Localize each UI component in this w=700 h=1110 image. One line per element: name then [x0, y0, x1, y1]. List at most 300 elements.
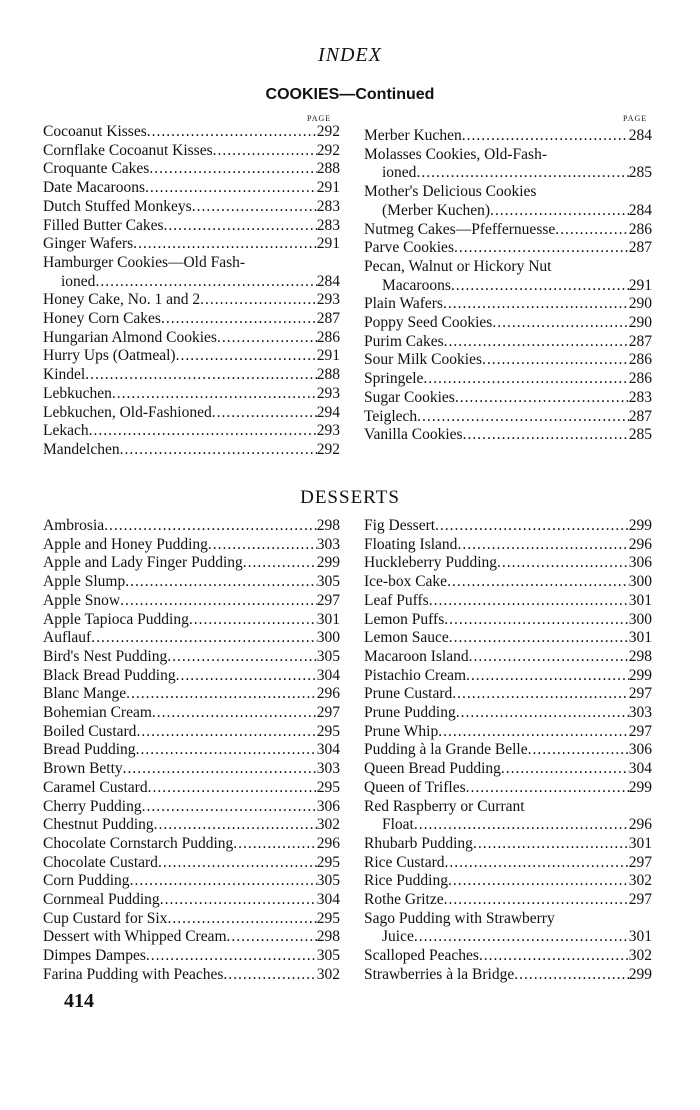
- index-entry: [43, 741, 340, 760]
- entry-title: Lebkuchen: [43, 384, 112, 402]
- entry-page-number: 288: [316, 160, 340, 178]
- dot-leader: [208, 536, 317, 555]
- entry-page-number: 299: [628, 778, 652, 796]
- entry-page-number: 295: [316, 722, 340, 740]
- index-entry: [364, 164, 652, 183]
- desserts-left-column: [43, 517, 340, 985]
- entry-title: Lekach: [43, 422, 89, 440]
- dot-leader: [145, 179, 317, 198]
- dot-leader: [457, 536, 628, 555]
- entry-title: Cornflake Cocoanut Kisses: [43, 141, 213, 159]
- entry-title: Mother's Delicious Cookies: [364, 183, 537, 201]
- index-entry: [364, 760, 652, 779]
- entry-page-number: 301: [628, 834, 652, 852]
- dot-leader: [429, 592, 629, 611]
- entry-title: Dessert with Whipped Cream: [43, 928, 227, 946]
- index-entry: [364, 947, 652, 966]
- entry-page-number: 297: [316, 704, 340, 722]
- entry-title: Prune Whip: [364, 722, 439, 740]
- entry-page-number: 300: [628, 573, 652, 591]
- dot-leader: [200, 291, 317, 310]
- entry-page-number: 286: [628, 370, 652, 388]
- index-title: INDEX: [318, 44, 382, 66]
- index-entry: [43, 329, 340, 348]
- dot-leader: [243, 554, 317, 573]
- entry-page-number: 286: [628, 351, 652, 369]
- entry-page-number: 293: [316, 384, 340, 402]
- entry-title: Lemon Sauce: [364, 629, 449, 647]
- dot-leader: [455, 389, 629, 408]
- dot-leader: [443, 295, 629, 314]
- index-entry: [43, 517, 340, 536]
- index-entry: [43, 592, 340, 611]
- entry-title: Rice Pudding: [364, 872, 448, 890]
- dot-leader: [120, 441, 317, 460]
- index-entry: [364, 389, 652, 408]
- index-entry: [364, 723, 652, 742]
- entry-page-number: 292: [316, 141, 340, 159]
- index-entry: [364, 314, 652, 333]
- entry-page-number: 291: [316, 235, 340, 253]
- entry-title: Vanilla Cookies: [364, 426, 463, 444]
- dot-leader: [444, 333, 629, 352]
- dot-leader: [123, 760, 317, 779]
- entry-title: Hamburger Cookies—Old Fash-: [43, 253, 246, 271]
- dot-leader: [104, 517, 317, 536]
- entry-title: Boiled Custard: [43, 722, 137, 740]
- entry-page-number: 294: [316, 403, 340, 421]
- entry-page-number: 295: [316, 853, 340, 871]
- entry-title: Huckleberry Pudding: [364, 554, 498, 572]
- dot-leader: [497, 554, 629, 573]
- entry-page-number: 283: [628, 388, 652, 406]
- dot-leader: [164, 217, 317, 236]
- index-entry: [43, 404, 340, 423]
- entry-page-number: 295: [316, 909, 340, 927]
- index-entry: [43, 648, 340, 667]
- page-column-header-left: PAGE: [307, 114, 332, 123]
- dot-leader: [149, 160, 316, 179]
- index-entry: [43, 779, 340, 798]
- index-entry: [43, 723, 340, 742]
- entry-title: Juice: [382, 928, 414, 946]
- index-entry: [43, 198, 340, 217]
- dot-leader: [148, 779, 317, 798]
- entry-title: Lebkuchen, Old-Fashioned: [43, 403, 212, 421]
- index-entry: [43, 347, 340, 366]
- dot-leader: [463, 426, 629, 445]
- entry-title: ioned: [382, 164, 417, 182]
- index-entry: [43, 854, 340, 873]
- entry-title: Ambrosia: [43, 517, 105, 534]
- dot-leader: [125, 573, 317, 592]
- dot-leader: [217, 329, 317, 348]
- entry-title: Prune Pudding: [364, 704, 456, 722]
- entry-page-number: 306: [316, 797, 340, 815]
- entry-page-number: 295: [316, 778, 340, 796]
- entry-page-number: 297: [628, 722, 652, 740]
- dot-leader: [213, 142, 317, 161]
- dot-leader: [154, 816, 317, 835]
- cookies-section-title: COOKIES—Continued: [265, 86, 435, 103]
- index-entry: [364, 202, 652, 221]
- index-entry: [43, 966, 340, 985]
- dot-leader: [514, 966, 629, 985]
- entry-page-number: 303: [316, 535, 340, 553]
- entry-title: Poppy Seed Cookies: [364, 314, 493, 332]
- entry-title: Fig Dessert: [364, 517, 436, 534]
- dot-leader: [176, 667, 317, 686]
- index-entry: [43, 123, 340, 142]
- entry-title: Sour Milk Cookies: [364, 351, 482, 369]
- index-entry: [364, 891, 652, 910]
- entry-page-number: 285: [628, 164, 652, 182]
- index-entry: [43, 422, 340, 441]
- entry-page-number: 305: [316, 647, 340, 665]
- index-entry: [43, 667, 340, 686]
- index-entry: [43, 160, 340, 179]
- index-entry: [43, 254, 340, 273]
- entry-page-number: 304: [316, 741, 340, 759]
- entry-page-number: 284: [316, 272, 340, 290]
- index-entry: [364, 333, 652, 352]
- dot-leader: [152, 704, 317, 723]
- entry-title: Ginger Wafers: [43, 235, 134, 253]
- dot-leader: [146, 947, 317, 966]
- dot-leader: [147, 123, 317, 142]
- entry-title: Cherry Pudding: [43, 797, 142, 815]
- entry-page-number: 301: [628, 629, 652, 647]
- dot-leader: [85, 366, 317, 385]
- entry-title: Croquante Cakes: [43, 160, 150, 178]
- entry-page-number: 296: [316, 685, 340, 703]
- dot-leader: [423, 370, 628, 389]
- entry-title: Apple Tapioca Pudding: [43, 610, 189, 628]
- index-entry: [43, 273, 340, 292]
- index-entry: [364, 295, 652, 314]
- entry-title: Scalloped Peaches: [364, 947, 479, 965]
- entry-page-number: 297: [316, 591, 340, 609]
- entry-page-number: 291: [316, 179, 340, 197]
- entry-title: Red Raspberry or Currant: [364, 797, 525, 815]
- entry-page-number: 291: [316, 347, 340, 365]
- entry-title: Lemon Puffs: [364, 610, 445, 628]
- entry-title: Rhubarb Pudding: [364, 834, 473, 852]
- dot-leader: [417, 408, 629, 427]
- dot-leader: [416, 164, 628, 183]
- index-entry: [43, 611, 340, 630]
- entry-page-number: 302: [628, 872, 652, 890]
- dot-leader: [444, 611, 629, 630]
- index-entry: [43, 573, 340, 592]
- entry-title: Nutmeg Cakes—Pfeffernuesse: [364, 220, 556, 238]
- index-entry: [364, 816, 652, 835]
- index-entry: [43, 217, 340, 236]
- entry-title: Sugar Cookies: [364, 388, 455, 406]
- index-entry: [364, 258, 652, 277]
- index-entry: [364, 741, 652, 760]
- entry-title: Bohemian Cream: [43, 704, 152, 722]
- dot-leader: [414, 816, 629, 835]
- dot-leader: [528, 741, 629, 760]
- dot-leader: [438, 723, 629, 742]
- entry-title: Brown Betty: [43, 760, 123, 778]
- dot-leader: [492, 314, 628, 333]
- entry-title: Molasses Cookies, Old-Fash-: [364, 145, 547, 163]
- entry-title: Teiglech: [364, 407, 418, 425]
- dot-leader: [158, 854, 317, 873]
- entry-page-number: 298: [316, 517, 340, 534]
- dot-leader: [120, 592, 317, 611]
- dot-leader: [192, 198, 317, 217]
- dot-leader: [482, 351, 629, 370]
- entry-title: Plain Wafers: [364, 295, 443, 313]
- dot-leader: [466, 667, 629, 686]
- entry-title: Float: [382, 816, 414, 834]
- dot-leader: [233, 835, 316, 854]
- entry-title: Chocolate Custard: [43, 853, 158, 871]
- dot-leader: [452, 685, 628, 704]
- entry-title: Filled Butter Cakes: [43, 216, 164, 234]
- entry-page-number: 287: [628, 407, 652, 425]
- entry-page-number: 304: [628, 760, 652, 778]
- dot-leader: [89, 422, 317, 441]
- entry-page-number: 286: [316, 328, 340, 346]
- entry-page-number: 300: [316, 629, 340, 647]
- entry-page-number: 287: [628, 239, 652, 257]
- entry-title: Queen Bread Pudding: [364, 760, 501, 778]
- dot-leader: [435, 517, 629, 536]
- index-entry: [43, 928, 340, 947]
- dot-leader: [136, 741, 317, 760]
- entry-page-number: 302: [628, 947, 652, 965]
- index-entry: [364, 554, 652, 573]
- entry-page-number: 305: [316, 872, 340, 890]
- index-entry: [43, 947, 340, 966]
- entry-title: Dutch Stuffed Monkeys: [43, 197, 192, 215]
- entry-page-number: 296: [628, 535, 652, 553]
- entry-title: Sago Pudding with Strawberry: [364, 909, 555, 927]
- dot-leader: [448, 872, 629, 891]
- index-entry: [364, 146, 652, 165]
- entry-title: Mandelchen: [43, 440, 120, 458]
- entry-page-number: 306: [628, 741, 652, 759]
- entry-title: Cup Custard for Six: [43, 909, 168, 927]
- index-entry: [43, 685, 340, 704]
- entry-title: Floating Island: [364, 535, 458, 553]
- entry-page-number: 297: [628, 853, 652, 871]
- index-entry: [364, 611, 652, 630]
- index-entry: [43, 310, 340, 329]
- index-entry: [43, 536, 340, 555]
- entry-page-number: 292: [316, 440, 340, 458]
- entry-page-number: 299: [628, 666, 652, 684]
- dot-leader: [212, 404, 317, 423]
- entry-page-number: 306: [628, 554, 652, 572]
- index-entry: [364, 854, 652, 873]
- index-entry: [364, 779, 652, 798]
- entry-page-number: 302: [316, 816, 340, 834]
- entry-title: Chestnut Pudding: [43, 816, 154, 834]
- entry-title: Corn Pudding: [43, 872, 130, 890]
- dot-leader: [160, 891, 317, 910]
- cookies-left-column: [43, 123, 340, 460]
- page-column-header-right: PAGE: [623, 114, 648, 123]
- entry-page-number: 290: [628, 314, 652, 332]
- dot-leader: [167, 910, 316, 929]
- cookies-right-column: [364, 127, 652, 445]
- index-entry: [364, 928, 652, 947]
- entry-title: Rothe Gritze: [364, 891, 444, 909]
- index-entry: [364, 221, 652, 240]
- entry-page-number: 288: [316, 366, 340, 384]
- entry-page-number: 296: [316, 834, 340, 852]
- entry-title: Honey Corn Cakes: [43, 310, 161, 328]
- index-entry: [364, 798, 652, 817]
- index-entry: [43, 385, 340, 404]
- entry-title: (Merber Kuchen): [382, 201, 491, 219]
- index-entry: [364, 835, 652, 854]
- entry-title: Honey Cake, No. 1 and 2: [43, 291, 201, 309]
- entry-page-number: 301: [628, 928, 652, 946]
- entry-page-number: 299: [316, 554, 340, 572]
- entry-page-number: 302: [316, 965, 340, 983]
- entry-page-number: 287: [628, 332, 652, 350]
- entry-page-number: 297: [628, 891, 652, 909]
- index-entry: [43, 235, 340, 254]
- entry-title: Black Bread Pudding: [43, 666, 176, 684]
- index-entry: [43, 179, 340, 198]
- desserts-section-title: DESSERTS: [300, 487, 400, 508]
- entry-page-number: 293: [316, 422, 340, 440]
- index-entry: [43, 910, 340, 929]
- entry-title: Pistachio Cream: [364, 666, 467, 684]
- entry-title: Cornmeal Pudding: [43, 891, 160, 909]
- dot-leader: [447, 573, 629, 592]
- entry-title: Purim Cakes: [364, 332, 444, 350]
- entry-page-number: 292: [316, 123, 340, 140]
- dot-leader: [501, 760, 629, 779]
- index-entry: [43, 554, 340, 573]
- entry-title: Macaroons: [382, 276, 451, 294]
- entry-title: Farina Pudding with Peaches: [43, 965, 224, 983]
- entry-title: Prune Custard: [364, 685, 453, 703]
- entry-title: Bird's Nest Pudding: [43, 647, 168, 665]
- dot-leader: [189, 611, 317, 630]
- entry-title: Springele: [364, 370, 424, 388]
- dot-leader: [469, 648, 629, 667]
- entry-page-number: 283: [316, 216, 340, 234]
- entry-page-number: 293: [316, 291, 340, 309]
- dot-leader: [91, 629, 317, 648]
- entry-title: Cocoanut Kisses: [43, 123, 147, 140]
- index-entry: [364, 573, 652, 592]
- dot-leader: [414, 928, 629, 947]
- entry-page-number: 300: [628, 610, 652, 628]
- dot-leader: [161, 310, 317, 329]
- index-entry: [364, 704, 652, 723]
- dot-leader: [130, 872, 317, 891]
- dot-leader: [227, 928, 317, 947]
- entry-title: Apple and Honey Pudding: [43, 535, 208, 553]
- index-entry: [43, 891, 340, 910]
- entry-title: Kindel: [43, 366, 86, 384]
- dot-leader: [490, 202, 629, 221]
- dot-leader: [449, 629, 629, 648]
- page-number: 414: [64, 990, 94, 1012]
- entry-page-number: 297: [628, 685, 652, 703]
- dot-leader: [445, 854, 629, 873]
- entry-page-number: 296: [628, 816, 652, 834]
- entry-title: Blanc Mange: [43, 685, 127, 703]
- index-entry: [43, 629, 340, 648]
- index-entry: [364, 592, 652, 611]
- entry-title: Queen of Trifles: [364, 778, 466, 796]
- index-entry: [43, 835, 340, 854]
- index-entry: [364, 629, 652, 648]
- entry-title: Bread Pudding: [43, 741, 136, 759]
- entry-page-number: 287: [316, 310, 340, 328]
- entry-title: Apple and Lady Finger Pudding: [43, 554, 243, 572]
- entry-title: Date Macaroons: [43, 179, 145, 197]
- entry-page-number: 304: [316, 891, 340, 909]
- entry-title: Leaf Puffs: [364, 591, 429, 609]
- entry-page-number: 301: [628, 591, 652, 609]
- index-entry: [43, 441, 340, 460]
- entry-title: Apple Snow: [43, 591, 121, 609]
- entry-title: Chocolate Cornstarch Pudding: [43, 834, 234, 852]
- entry-page-number: 303: [316, 760, 340, 778]
- index-entry: [364, 370, 652, 389]
- index-entry: [43, 704, 340, 723]
- entry-page-number: 299: [628, 965, 652, 983]
- index-entry: [43, 816, 340, 835]
- dot-leader: [444, 891, 629, 910]
- dot-leader: [473, 835, 629, 854]
- dot-leader: [223, 966, 316, 985]
- dot-leader: [133, 235, 317, 254]
- dot-leader: [176, 347, 317, 366]
- entry-page-number: 286: [628, 220, 652, 238]
- index-entry: [364, 667, 652, 686]
- index-entry: [364, 426, 652, 445]
- entry-page-number: 283: [316, 197, 340, 215]
- dot-leader: [142, 798, 317, 817]
- dot-leader: [126, 685, 317, 704]
- entry-page-number: 299: [628, 517, 652, 534]
- entry-title: Hurry Ups (Oatmeal): [43, 347, 176, 365]
- index-entry: [364, 127, 652, 146]
- index-entry: [364, 183, 652, 202]
- dot-leader: [466, 779, 629, 798]
- index-entry: [364, 872, 652, 891]
- entry-title: Apple Slump: [43, 573, 126, 591]
- entry-page-number: 285: [628, 426, 652, 444]
- entry-page-number: 305: [316, 573, 340, 591]
- index-entry: [364, 351, 652, 370]
- dot-leader: [555, 221, 628, 240]
- dot-leader: [136, 723, 316, 742]
- entry-title: Parve Cookies: [364, 239, 454, 257]
- entry-title: Macaroon Island: [364, 647, 469, 665]
- entry-page-number: 284: [628, 201, 652, 219]
- index-entry: [364, 517, 652, 536]
- desserts-right-column: [364, 517, 652, 985]
- dot-leader: [451, 277, 629, 296]
- dot-leader: [95, 273, 316, 292]
- index-entry: [364, 239, 652, 258]
- entry-title: Pecan, Walnut or Hickory Nut: [364, 257, 552, 275]
